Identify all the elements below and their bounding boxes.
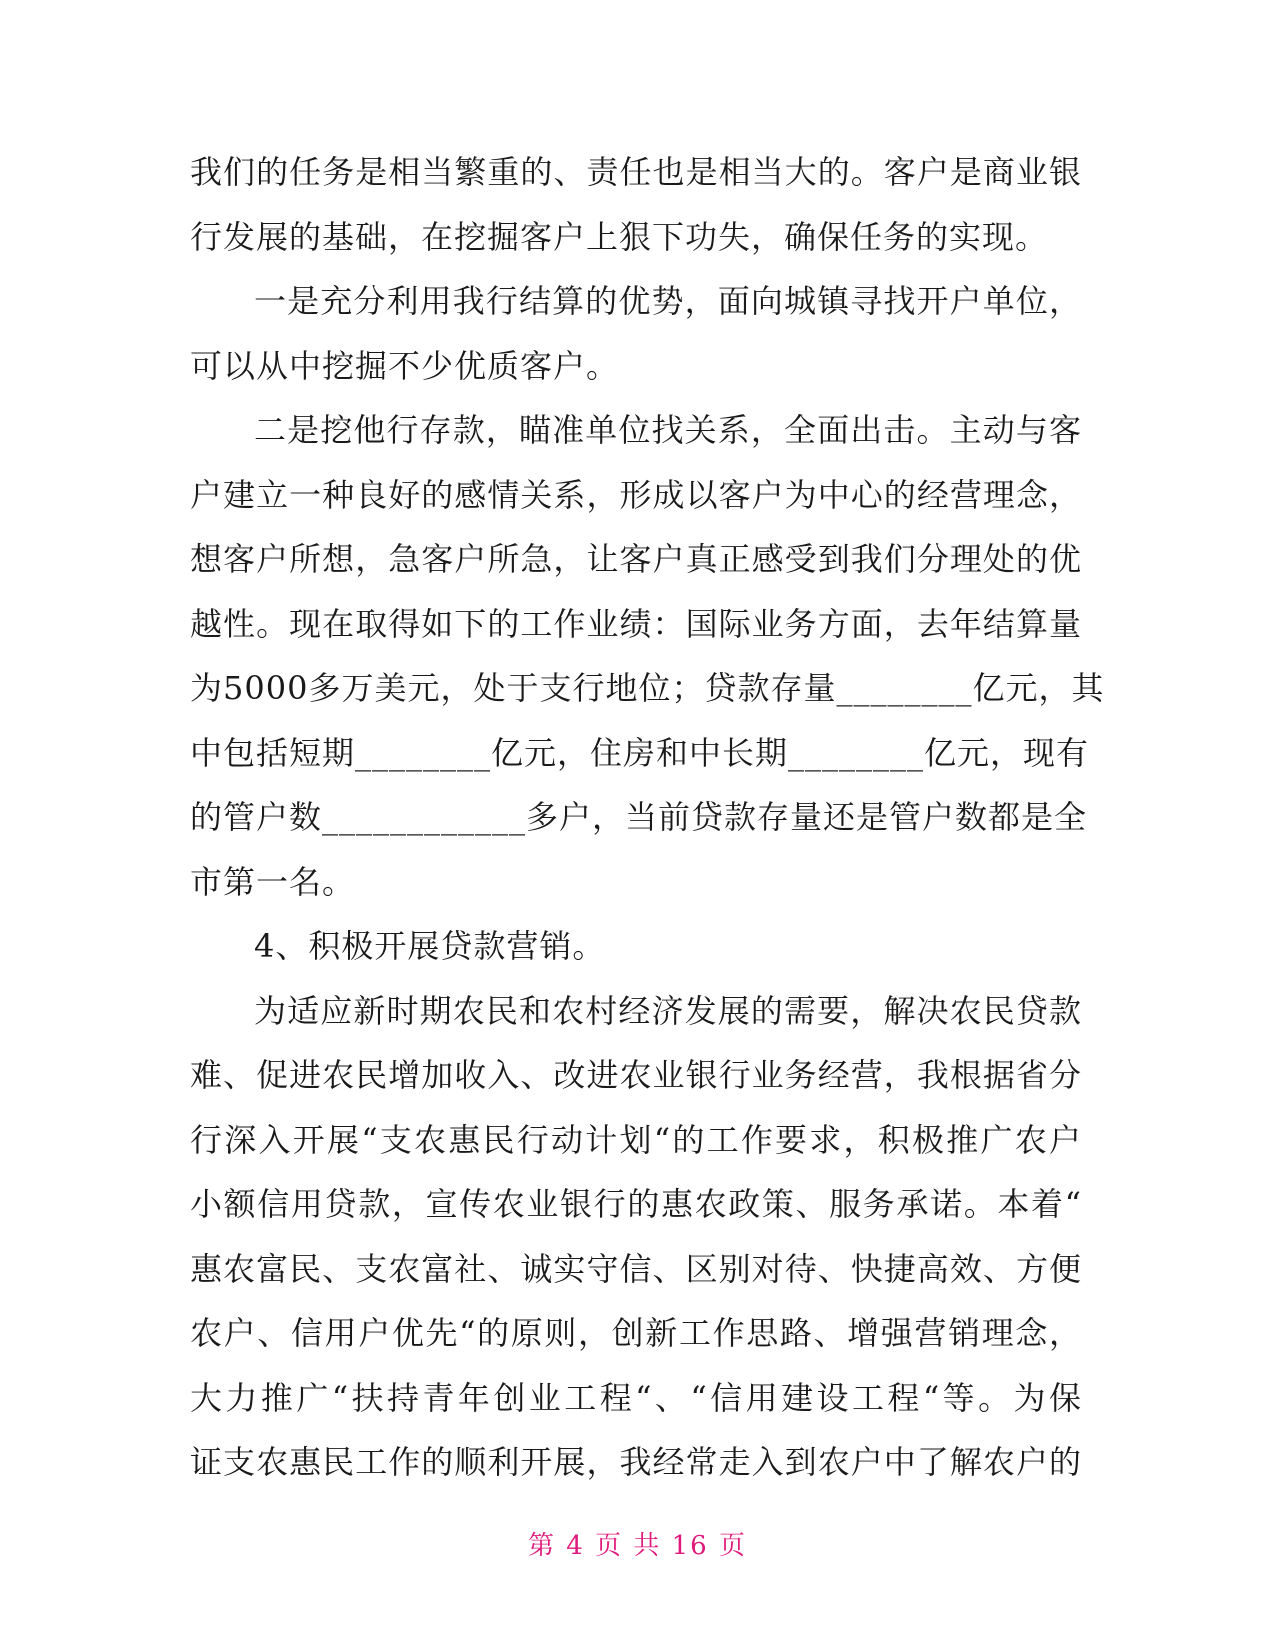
text-line: 农户、信用户优先“的原则，创新工作思路、增强营销理念， xyxy=(190,1314,1082,1352)
text-line: 难、促进农民增加收入、改进农业银行业务经营，我根据省分 xyxy=(190,1056,1082,1094)
text-line: 二是挖他行存款，瞄准单位找关系，全面出击。主动与客 xyxy=(254,411,1082,449)
text-line: 想客户所想，急客户所急，让客户真正感受到我们分理处的优 xyxy=(190,540,1082,578)
text-line: 4、积极开展贷款营销。 xyxy=(254,927,606,965)
text-line: 证支农惠民工作的顺利开展，我经常走入到农户中了解农户的 xyxy=(190,1443,1082,1481)
text-line: 一是充分利用我行结算的优势，面向城镇寻找开户单位， xyxy=(254,282,1082,320)
page-number-footer: 第 4 页 共 16 页 xyxy=(528,1531,747,1561)
text-line: 行发展的基础，在挖掘客户上狠下功失，确保任务的实现。 xyxy=(190,217,1049,256)
text-line: 我们的任务是相当繁重的、责任也是相当大的。客户是商业银 xyxy=(190,153,1082,191)
text-line: 户建立一种良好的感情关系，形成以客户为中心的经营理念， xyxy=(190,475,1082,514)
text-line: 市第一名。 xyxy=(190,862,356,901)
text-line: 的管户数____________多户，当前贷款存量还是管户数都是全 xyxy=(190,798,1088,836)
paragraph-point-two xyxy=(190,398,1105,914)
paragraph-point-one xyxy=(190,269,1082,398)
text-line: 为5000多万美元，处于支行地位；贷款存量________亿元，其 xyxy=(190,669,1105,707)
text-line: 行深入开展“支农惠民行动计划“的工作要求，积极推广农户 xyxy=(190,1120,1082,1159)
paragraph-continued xyxy=(190,140,1082,269)
text-line: 小额信用贷款，宣传农业银行的惠农政策、服务承诺。本着“ xyxy=(190,1185,1082,1223)
section-heading-4 xyxy=(190,914,1082,979)
text-line: 越性。现在取得如下的工作业绩：国际业务方面，去年结算量 xyxy=(190,604,1082,643)
text-line: 惠农富民、支农富社、诚实守信、区别对待、快捷高效、方便 xyxy=(190,1249,1082,1288)
text-line: 可以从中挖掘不少优质客户。 xyxy=(190,346,620,385)
paragraph-loan-marketing xyxy=(190,979,1082,1495)
text-line: 为适应新时期农民和农村经济发展的需要，解决农民贷款 xyxy=(254,991,1082,1030)
document-body xyxy=(190,140,1105,1495)
text-line: 中包括短期________亿元，住房和中长期________亿元，现有 xyxy=(190,733,1090,772)
text-line: 大力推广“扶持青年创业工程“、“信用建设工程“等。为保 xyxy=(190,1378,1082,1417)
